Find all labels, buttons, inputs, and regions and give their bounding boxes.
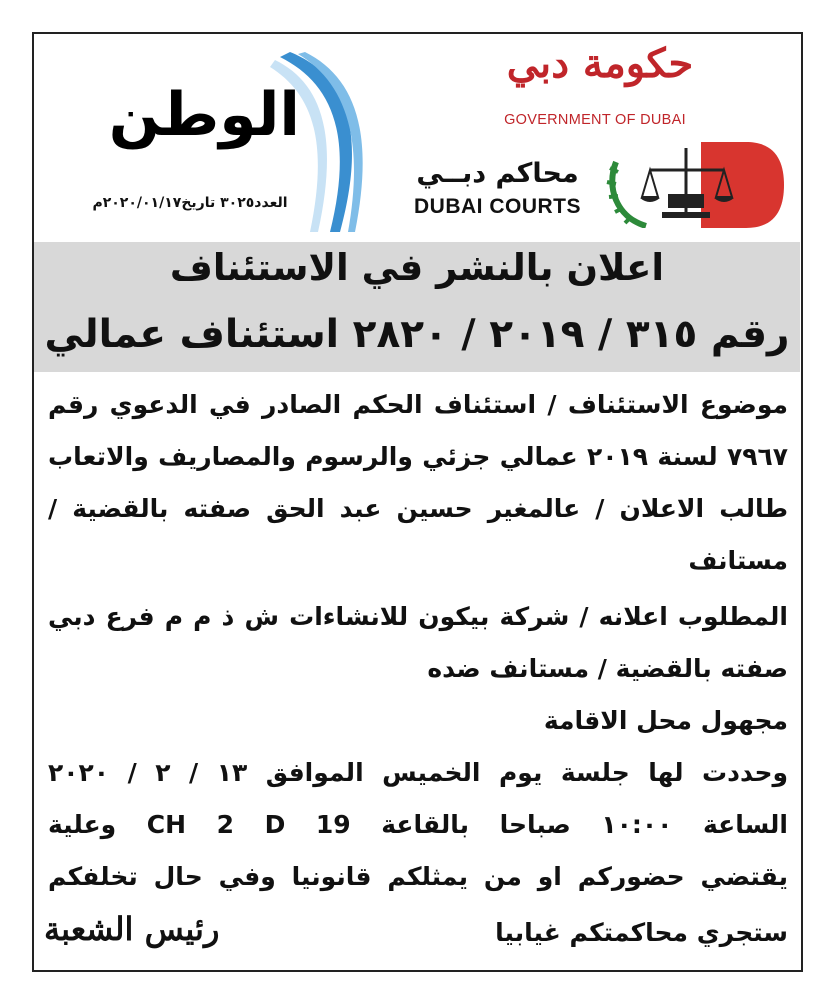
body-line-5: المطلوب اعلانه / شركة بيكون للانشاءات ش ذ م م فرع دبي bbox=[48, 602, 788, 631]
body-line-1: موضوع الاستئناف / استئناف الحكم الصادر في الدعوي رقم bbox=[48, 390, 788, 419]
body-line-9: الساعة ١٠:٠٠ صباحا بالقاعة CH 2 D 19 وعلية bbox=[48, 810, 788, 839]
scales-emblem-icon bbox=[606, 142, 784, 228]
signature-title: رئيس الشعبة bbox=[44, 910, 220, 948]
case-number: رقم ٣١٥ / ٢٠١٩ / ٢٨٢٠ استئناف عمالي bbox=[44, 312, 790, 357]
body-line-3: طالب الاعلان / عالمغير حسين عبد الحق صفته بالقضية / bbox=[48, 494, 788, 523]
body-line-10: يقتضي حضوركم او من يمثلكم قانونيا وفي حال تخلفكم bbox=[48, 862, 788, 891]
body-last-line: ستجري محاكمتكم غيابيا bbox=[495, 918, 788, 947]
body-line-4: مستانف bbox=[688, 546, 788, 575]
government-english-name: GOVERNMENT OF DUBAI bbox=[504, 112, 686, 128]
government-arabic-logo: حكومة دبي bbox=[506, 40, 694, 87]
body-line-8: وحددت لها جلسة يوم الخميس الموافق ١٣ / ٢ / ٢٠٢٠ bbox=[48, 758, 788, 787]
issue-date: العدد٣٠٢٥ تاريخ٢٠٢٠/٠١/١٧م bbox=[92, 195, 288, 211]
newspaper-name: الوطن bbox=[108, 80, 300, 150]
body-line-2: ٧٩٦٧ لسنة ٢٠١٩ عمالي جزئي والرسوم والمصاريف والاتعاب bbox=[48, 442, 788, 471]
courts-arabic-name: محاكم دبــي bbox=[416, 158, 579, 189]
courts-english-name: DUBAI COURTS bbox=[414, 195, 581, 218]
notice-title: اعلان بالنشر في الاستئناف bbox=[169, 246, 665, 289]
body-line-7: مجهول محل الاقامة bbox=[543, 706, 788, 735]
body-line-6: صفته بالقضية / مستانف ضده bbox=[427, 654, 788, 683]
